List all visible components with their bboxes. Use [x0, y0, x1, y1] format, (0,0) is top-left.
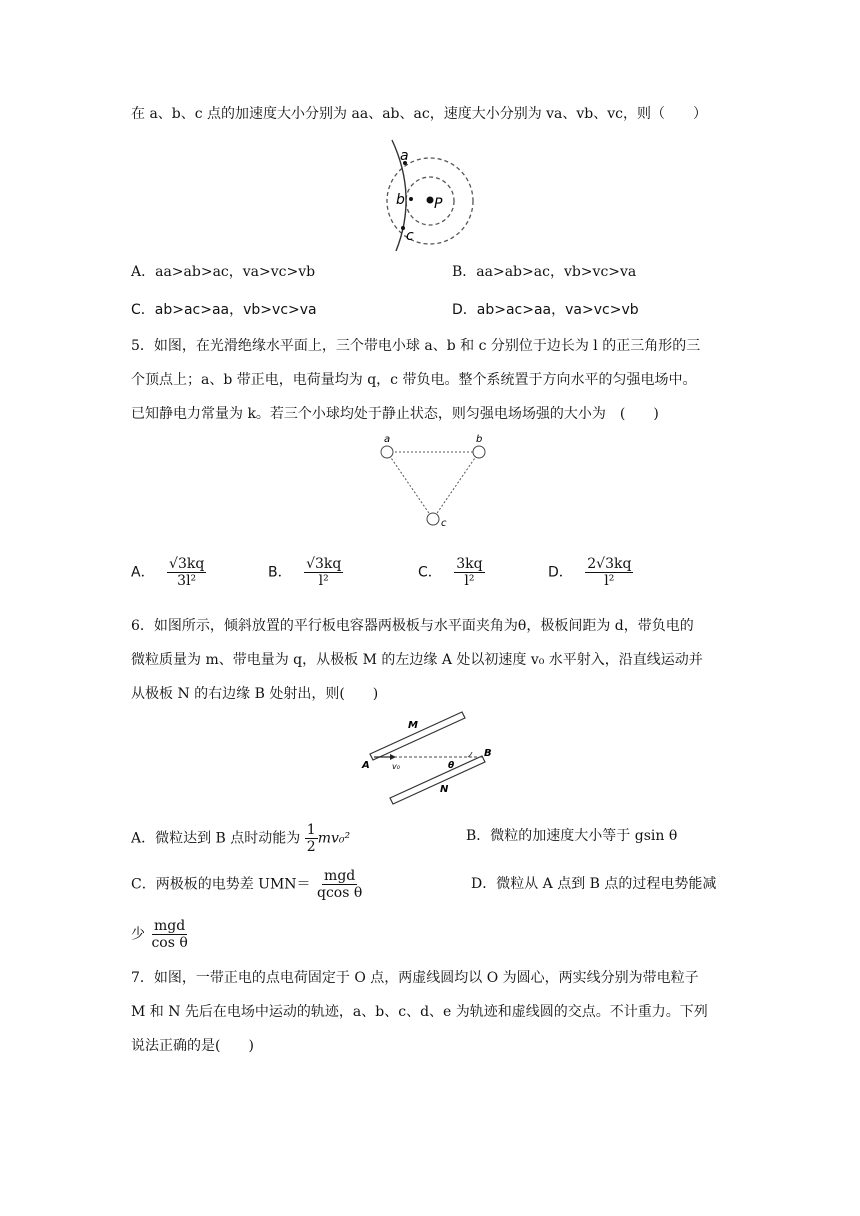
q7-stem-line-2: M 和 N 先后在电场中运动的轨迹，a、b、c、d、e 为轨迹和虚线圆的交点。不计重力。下列: [131, 1004, 708, 1020]
q6-stem-line-3: 从极板 N 的右边缘 B 处射出，则( ): [131, 686, 379, 702]
q4-option-c: C．ab>ac>aa，vb>vc>va: [131, 302, 317, 318]
q6-stem-line-1: 6．如图所示，倾斜放置的平行板电容器两极板与水平面夹角为θ，极板间距为 d，带负电的: [131, 618, 694, 634]
q6-option-a: A．微粒达到 B 点时动能为 $\frac{1}{2}$ mv₀²: [131, 822, 351, 855]
q5-label-b: b: [476, 434, 483, 445]
q6-option-b: B．微粒的加速度大小等于 gsin θ: [466, 828, 678, 844]
q4-label-a: a: [400, 148, 409, 164]
q6-label-theta: θ: [448, 761, 455, 771]
q4-option-d: D．ab>ac>aa，va>vc>vb: [452, 302, 639, 318]
q5-figure: [376, 432, 494, 530]
q4-label-c: c: [406, 228, 414, 244]
q4-option-b: B．aa>ab>ac，vb>vc>va: [452, 264, 637, 280]
q5-option-a: A． $\frac{√3kq}{\text{3l²}}$: [131, 556, 205, 589]
q6-label-v0: v₀: [392, 762, 400, 771]
q6-option-c: C．两极板的电势差 UMN＝ $\frac{\text{mgd}}{\text{qcos θ}}$: [131, 868, 363, 901]
q6-figure: [360, 706, 500, 806]
q5-option-d: D． $\frac{2√3kq}{\text{l²}}$: [548, 556, 632, 589]
q5-label-a: a: [384, 434, 391, 445]
q5-stem-line-1: 5．如图，在光滑绝缘水平面上，三个带电小球 a、b 和 c 分别位于边长为 l 的正三角形的三: [131, 338, 701, 354]
q4-option-a: A．aa>ab>ac，va>vc>vb: [131, 264, 316, 280]
q5-stem-line-2: 个顶点上；a、b 带正电，电荷量均为 q，c 带负电。整个系统置于方向水平的匀强电场中。: [131, 372, 697, 388]
q6-label-a: A: [362, 760, 370, 771]
q6-option-d-line-1: D．微粒从 A 点到 B 点的过程电势能减: [471, 876, 717, 892]
q4-figure: [370, 136, 480, 254]
q6-stem-line-2: 微粒质量为 m、带电量为 q，从极板 M 的左边缘 A 处以初速度 v₀ 水平射入，沿直线运动并: [131, 652, 703, 668]
q6-option-d-line-2: 少 $\frac{\text{mgd}}{\text{cos θ}}$: [131, 918, 188, 951]
q5-stem-line-3: 已知静电力常量为 k。若三个小球均处于静止状态，则匀强电场场强的大小为 ( ): [131, 406, 659, 422]
q6-label-b: B: [484, 748, 492, 759]
q7-stem-line-1: 7．如图，一带正电的点电荷固定于 O 点，两虚线圆均以 O 为圆心，两实线分别为带电粒子: [131, 970, 699, 986]
q5-option-b: B． $\frac{√3kq}{\text{l²}}$: [268, 556, 342, 589]
q6-label-n: N: [440, 784, 449, 795]
q4-label-p: P: [434, 196, 443, 212]
q6-label-m: M: [408, 720, 418, 731]
q5-option-c: C． $\frac{3kq}{\text{l²}}$: [418, 556, 483, 589]
q4-stem: 在 a、b、c 点的加速度大小分别为 aa、ab、ac，速度大小分别为 va、vb、vc，则（ ）: [131, 106, 708, 122]
q7-stem-line-3: 说法正确的是( ): [131, 1038, 254, 1054]
q4-label-b: b: [396, 192, 405, 208]
q5-label-c: c: [441, 518, 447, 529]
